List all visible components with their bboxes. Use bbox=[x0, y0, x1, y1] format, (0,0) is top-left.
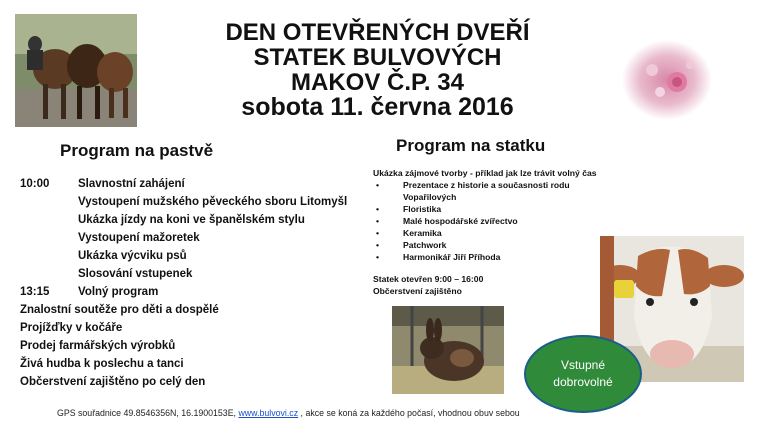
horses-photo bbox=[15, 14, 137, 127]
pasture-program-list bbox=[20, 175, 347, 391]
list-item: • Harmonikář Jiří Příhoda bbox=[373, 251, 598, 263]
program-row: Vystoupení mažoretek bbox=[78, 232, 200, 244]
program-row: Ukázka jízdy na koni ve španělském stylu bbox=[78, 214, 305, 226]
footer-info bbox=[57, 408, 520, 418]
footer-gps: GPS souřadnice 49.8546356N, 16.1900153E, bbox=[57, 408, 239, 418]
farm-program-list bbox=[373, 167, 598, 297]
farm-open-hours: Statek otevřen 9:00 – 16:00 bbox=[373, 274, 484, 284]
website-link[interactable]: www.bulvovi.cz bbox=[238, 408, 299, 418]
list-item: • Keramika bbox=[373, 227, 598, 239]
program-row: 10:00 Slavnostní zahájení bbox=[20, 178, 185, 190]
title-line-2: STATEK BULVOVÝCH bbox=[253, 44, 502, 71]
list-item: • Patchwork bbox=[373, 239, 598, 251]
flowers-photo bbox=[622, 40, 712, 120]
program-extra: Projížďky v kočáře bbox=[20, 322, 123, 334]
event-title bbox=[180, 20, 575, 120]
title-line-1: DEN OTEVŘENÝCH DVEŘÍ bbox=[225, 19, 530, 46]
footer-note: , akce se koná za každého počasí, vhodnou obuv sebou bbox=[298, 408, 520, 418]
farm-program-heading: Program na statku bbox=[396, 136, 546, 155]
program-extra: Prodej farmářských výrobků bbox=[20, 340, 176, 352]
title-line-3: MAKOV Č.P. 34 bbox=[291, 69, 464, 96]
program-row: Ukázka výcviku psů bbox=[78, 250, 187, 262]
farm-food: Občerstvení zajištěno bbox=[373, 286, 462, 296]
pasture-program-heading: Program na pastvě bbox=[60, 141, 214, 160]
list-item: • Prezentace z historie a současnosti rodu Vopařilových bbox=[373, 179, 598, 203]
admission-bubble bbox=[524, 335, 642, 413]
program-extra: Občerstvení zajištěno po celý den bbox=[20, 376, 206, 388]
bubble-line-1: Vstupné bbox=[560, 358, 606, 372]
farm-intro: Ukázka zájmové tvorby - příklad jak lze trávit volný čas bbox=[373, 168, 597, 178]
title-date: sobota 11. června 2016 bbox=[241, 93, 514, 121]
program-extra: Znalostní soutěže pro děti a dospělé bbox=[20, 304, 219, 316]
program-row: 13:15 Volný program bbox=[20, 286, 159, 298]
program-row: Slosování vstupenek bbox=[78, 268, 193, 280]
program-row: Vystoupení mužského pěveckého sboru Litomyšl bbox=[78, 196, 348, 208]
rabbit-photo bbox=[392, 306, 504, 394]
list-item: • Floristika bbox=[373, 203, 598, 215]
bubble-line-2: dobrovolné bbox=[553, 375, 613, 389]
program-extra: Živá hudba k poslechu a tanci bbox=[20, 358, 184, 370]
list-item: • Malé hospodářské zvířectvo bbox=[373, 215, 598, 227]
